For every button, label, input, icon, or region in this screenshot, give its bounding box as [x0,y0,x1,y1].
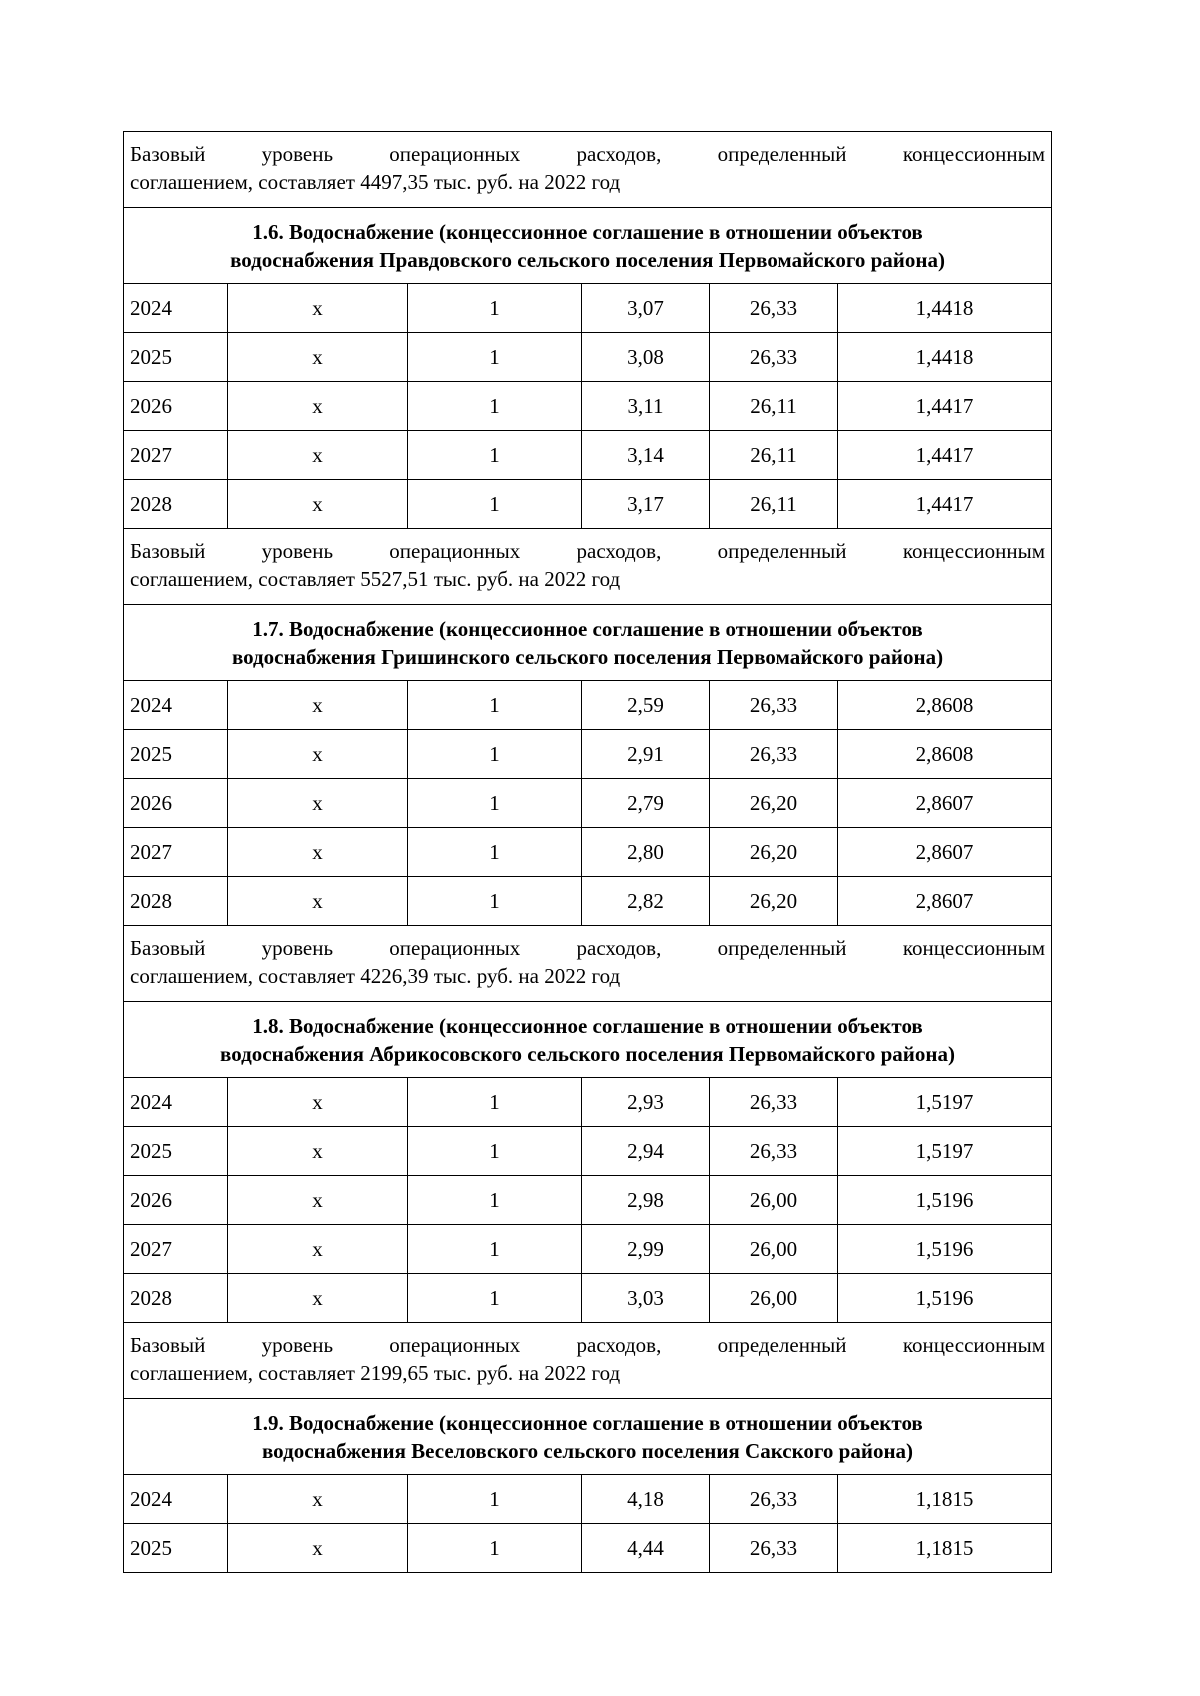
year-cell: 2025 [124,730,228,779]
table-row [124,431,1052,480]
value-3-cell: 26,33 [710,1475,838,1524]
value-2-cell: 2,59 [582,681,710,730]
value-1-cell: 1 [408,1475,582,1524]
table-row [124,1176,1052,1225]
value-2-cell: 3,14 [582,431,710,480]
x-cell: х [228,681,408,730]
year-cell: 2028 [124,1274,228,1323]
table-row [124,681,1052,730]
value-4-cell: 1,4418 [838,333,1052,382]
base-opex-note [124,926,1052,1002]
year-cell: 2028 [124,480,228,529]
table-row [124,828,1052,877]
value-4-cell: 2,8608 [838,681,1052,730]
table-row [124,730,1052,779]
value-1-cell: 1 [408,681,582,730]
value-3-cell: 26,33 [710,730,838,779]
value-1-cell: 1 [408,333,582,382]
year-cell: 2027 [124,1225,228,1274]
x-cell: х [228,480,408,529]
x-cell: х [228,1078,408,1127]
table-row [124,333,1052,382]
x-cell: х [228,828,408,877]
year-cell: 2028 [124,877,228,926]
value-3-cell: 26,11 [710,431,838,480]
value-2-cell: 2,93 [582,1078,710,1127]
x-cell: х [228,1176,408,1225]
value-2-cell: 2,80 [582,828,710,877]
heading-line-1: 1.9. Водоснабжение (концессионное соглашение в отношении объектов [252,1410,923,1435]
value-3-cell: 26,20 [710,779,838,828]
value-1-cell: 1 [408,1524,582,1573]
note-line-1: Базовый уровень операционных расходов, определенный концессионным [130,142,1046,166]
value-1-cell: 1 [408,779,582,828]
base-opex-note-row [124,1323,1052,1399]
table-row [124,284,1052,333]
heading-line-2: водоснабжения Гришинского сельского поселения Первомайского района) [231,644,944,669]
year-cell: 2027 [124,828,228,877]
table-row [124,480,1052,529]
table-row [124,1274,1052,1323]
value-1-cell: 1 [408,1127,582,1176]
x-cell: х [228,1274,408,1323]
value-4-cell: 1,5197 [838,1127,1052,1176]
value-1-cell: 1 [408,382,582,431]
section-heading [124,1002,1052,1078]
value-2-cell: 4,44 [582,1524,710,1573]
x-cell: х [228,1524,408,1573]
value-3-cell: 26,33 [710,1127,838,1176]
section-heading-row [124,1002,1052,1078]
value-1-cell: 1 [408,828,582,877]
note-line-1: Базовый уровень операционных расходов, определенный концессионным [130,539,1046,563]
note-line-1: Базовый уровень операционных расходов, определенный концессионным [130,1333,1046,1357]
value-3-cell: 26,33 [710,284,838,333]
section-heading-row [124,208,1052,284]
value-3-cell: 26,33 [710,1078,838,1127]
x-cell: х [228,779,408,828]
value-1-cell: 1 [408,480,582,529]
value-3-cell: 26,33 [710,1524,838,1573]
table-row [124,1475,1052,1524]
year-cell: 2024 [124,284,228,333]
section-heading [124,208,1052,284]
heading-line-1: 1.6. Водоснабжение (концессионное соглашение в отношении объектов [252,219,923,244]
value-1-cell: 1 [408,1274,582,1323]
x-cell: х [228,1225,408,1274]
x-cell: х [228,431,408,480]
value-2-cell: 2,94 [582,1127,710,1176]
value-3-cell: 26,11 [710,480,838,529]
x-cell: х [228,284,408,333]
value-3-cell: 26,00 [710,1225,838,1274]
value-2-cell: 2,98 [582,1176,710,1225]
value-1-cell: 1 [408,730,582,779]
section-heading-row [124,1399,1052,1475]
note-line-2: соглашением, составляет 4226,39 тыс. руб. на 2022 год [130,964,621,988]
value-3-cell: 26,20 [710,828,838,877]
note-line-2: соглашением, составляет 4497,35 тыс. руб. на 2022 год [130,170,621,194]
x-cell: х [228,877,408,926]
base-opex-note [124,529,1052,605]
value-2-cell: 3,03 [582,1274,710,1323]
base-opex-note-row [124,132,1052,208]
x-cell: х [228,382,408,431]
year-cell: 2024 [124,1078,228,1127]
year-cell: 2025 [124,1127,228,1176]
base-opex-note [124,132,1052,208]
year-cell: 2026 [124,382,228,431]
base-opex-note-row [124,926,1052,1002]
year-cell: 2025 [124,1524,228,1573]
year-cell: 2027 [124,431,228,480]
year-cell: 2024 [124,1475,228,1524]
value-1-cell: 1 [408,1078,582,1127]
heading-line-2: водоснабжения Абрикосовского сельского поселения Первомайского района) [220,1041,955,1066]
value-2-cell: 2,99 [582,1225,710,1274]
value-3-cell: 26,20 [710,877,838,926]
x-cell: х [228,333,408,382]
year-cell: 2026 [124,1176,228,1225]
value-1-cell: 1 [408,1176,582,1225]
value-2-cell: 2,91 [582,730,710,779]
x-cell: х [228,1127,408,1176]
year-cell: 2026 [124,779,228,828]
value-1-cell: 1 [408,1225,582,1274]
value-4-cell: 2,8608 [838,730,1052,779]
heading-line-1: 1.7. Водоснабжение (концессионное соглашение в отношении объектов [252,616,923,641]
value-3-cell: 26,00 [710,1274,838,1323]
value-2-cell: 3,07 [582,284,710,333]
value-4-cell: 1,4417 [838,431,1052,480]
table-row [124,382,1052,431]
value-4-cell: 2,8607 [838,828,1052,877]
heading-line-2: водоснабжения Правдовского сельского поселения Первомайского района) [230,247,945,272]
note-line-2: соглашением, составляет 5527,51 тыс. руб. на 2022 год [130,567,621,591]
value-1-cell: 1 [408,284,582,333]
table-row [124,779,1052,828]
x-cell: х [228,730,408,779]
value-1-cell: 1 [408,877,582,926]
base-opex-note-row [124,529,1052,605]
value-2-cell: 3,08 [582,333,710,382]
value-4-cell: 1,5196 [838,1225,1052,1274]
value-2-cell: 2,82 [582,877,710,926]
value-2-cell: 3,11 [582,382,710,431]
value-4-cell: 1,4418 [838,284,1052,333]
year-cell: 2024 [124,681,228,730]
value-4-cell: 1,5196 [838,1274,1052,1323]
value-4-cell: 1,4417 [838,480,1052,529]
section-heading-row [124,605,1052,681]
table-row [124,877,1052,926]
heading-line-2: водоснабжения Веселовского сельского поселения Сакского района) [261,1438,914,1463]
table-row [124,1225,1052,1274]
note-line-1: Базовый уровень операционных расходов, определенный концессионным [130,936,1046,960]
value-2-cell: 4,18 [582,1475,710,1524]
value-4-cell: 1,1815 [838,1475,1052,1524]
value-2-cell: 3,17 [582,480,710,529]
base-opex-note [124,1323,1052,1399]
year-cell: 2025 [124,333,228,382]
value-3-cell: 26,00 [710,1176,838,1225]
value-2-cell: 2,79 [582,779,710,828]
table-row [124,1524,1052,1573]
x-cell: х [228,1475,408,1524]
value-4-cell: 2,8607 [838,877,1052,926]
value-4-cell: 1,1815 [838,1524,1052,1573]
value-4-cell: 1,5197 [838,1078,1052,1127]
value-4-cell: 1,4417 [838,382,1052,431]
table-row [124,1078,1052,1127]
value-4-cell: 1,5196 [838,1176,1052,1225]
value-3-cell: 26,33 [710,681,838,730]
section-heading [124,1399,1052,1475]
value-3-cell: 26,11 [710,382,838,431]
section-heading [124,605,1052,681]
value-3-cell: 26,33 [710,333,838,382]
document-page [123,131,1051,1573]
table-row [124,1127,1052,1176]
value-4-cell: 2,8607 [838,779,1052,828]
value-1-cell: 1 [408,431,582,480]
note-line-2: соглашением, составляет 2199,65 тыс. руб. на 2022 год [130,1361,621,1385]
heading-line-1: 1.8. Водоснабжение (концессионное соглашение в отношении объектов [252,1013,923,1038]
tariff-table [123,131,1052,1573]
